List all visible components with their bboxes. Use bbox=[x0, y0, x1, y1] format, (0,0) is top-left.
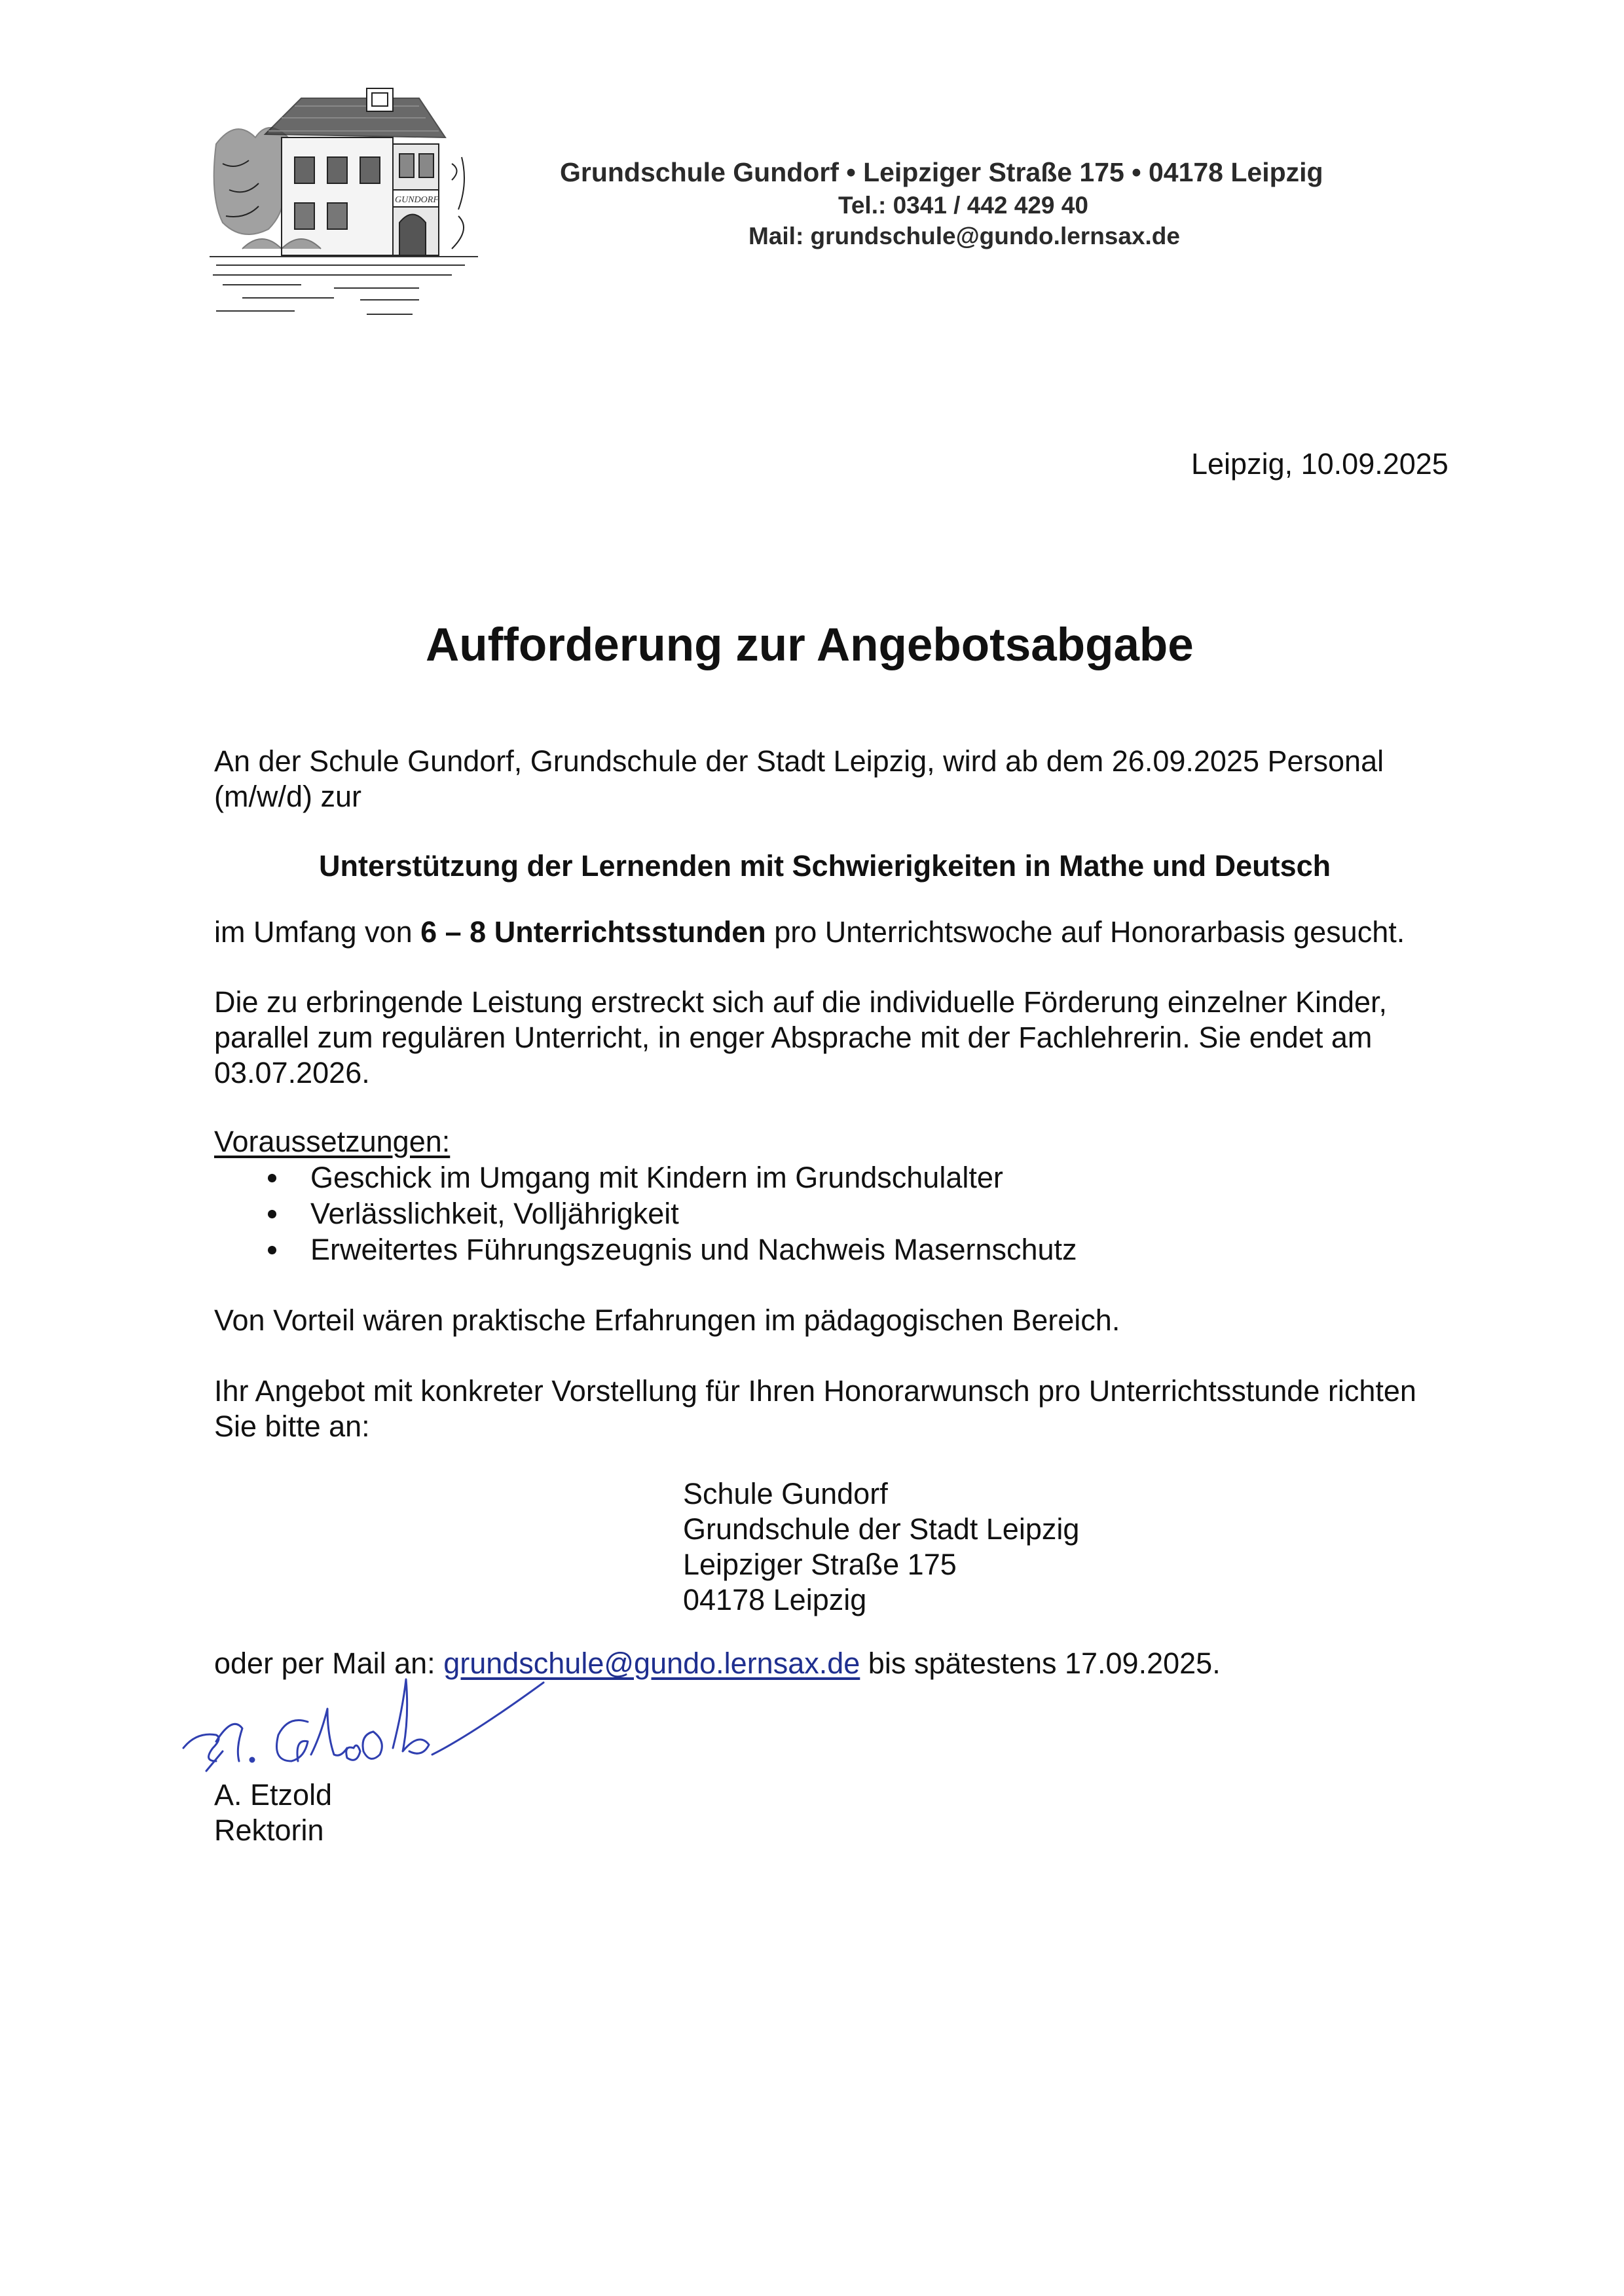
list-item bbox=[214, 1231, 1077, 1267]
requirement-text: Erweitertes Führungszeugnis und Nachweis Masernschutz bbox=[310, 1233, 1077, 1266]
email-link[interactable]: grundschule@gundo.lernsax.de bbox=[443, 1647, 860, 1680]
scope-suffix: pro Unterrichtswoche auf Honorarbasis gesucht. bbox=[766, 915, 1405, 949]
service-line-3: 03.07.2026. bbox=[214, 1056, 370, 1089]
bullet-icon bbox=[268, 1210, 276, 1218]
requirement-text: Geschick im Umgang mit Kindern im Grundschulalter bbox=[310, 1161, 1003, 1194]
requirements-list bbox=[214, 1159, 1077, 1267]
scope-hours: 6 – 8 Unterrichtsstunden bbox=[420, 915, 766, 949]
service-paragraph bbox=[214, 985, 1387, 1091]
address-line-4: 04178 Leipzig bbox=[683, 1583, 867, 1616]
requirements-heading: Voraussetzungen: bbox=[214, 1125, 451, 1158]
intro-line-2: (m/w/d) zur bbox=[214, 780, 361, 813]
scope-prefix: im Umfang von bbox=[214, 915, 421, 949]
handwritten-signature bbox=[177, 1676, 570, 1787]
mail-suffix: bis spätestens 17.09.2025. bbox=[860, 1647, 1221, 1680]
service-line-2: parallel zum regulären Unterricht, in enger Absprache mit der Fachlehrerin. Sie endet am bbox=[214, 1021, 1373, 1054]
offer-paragraph bbox=[214, 1374, 1416, 1444]
service-line-1: Die zu erbringende Leistung erstreckt sich auf die individuelle Förderung einzelner Kinder, bbox=[214, 985, 1388, 1019]
signatory-role: Rektorin bbox=[214, 1813, 324, 1847]
list-item bbox=[214, 1195, 1077, 1231]
bullet-icon bbox=[268, 1174, 276, 1182]
subject-heading: Unterstützung der Lernenden mit Schwierigkeiten in Mathe und Deutsch bbox=[319, 849, 1331, 883]
offer-line-1: Ihr Angebot mit konkreter Vorstellung für Ihren Honorarwunsch pro Unterrichtsstunde richten bbox=[214, 1374, 1416, 1408]
signature-drawing bbox=[177, 1676, 570, 1787]
address-line-1: Schule Gundorf bbox=[683, 1477, 888, 1510]
school-building-sketch bbox=[203, 85, 504, 340]
intro-line-1: An der Schule Gundorf, Grundschule der Stadt Leipzig, wird ab dem 26.09.2025 Personal bbox=[214, 744, 1384, 778]
school-building-logo bbox=[203, 85, 504, 340]
letterhead-mail: Mail: grundschule@gundo.lernsax.de bbox=[748, 223, 1180, 249]
scope-line bbox=[214, 915, 1405, 950]
address-line-3: Leipziger Straße 175 bbox=[683, 1548, 957, 1581]
recipient-address bbox=[683, 1476, 1079, 1618]
letterhead-phone: Tel.: 0341 / 442 429 40 bbox=[838, 192, 1088, 219]
logo-sign-text: GUNDORF bbox=[395, 195, 439, 205]
advantage-line: Von Vorteil wären praktische Erfahrungen im pädagogischen Bereich. bbox=[214, 1303, 1120, 1337]
signatory-name: A. Etzold bbox=[214, 1778, 333, 1812]
bullet-icon bbox=[268, 1246, 276, 1254]
intro-paragraph bbox=[214, 744, 1384, 814]
page-title: Aufforderung zur Angebotsabgabe bbox=[426, 619, 1194, 671]
signatory bbox=[214, 1777, 332, 1848]
requirements-section bbox=[214, 1124, 1077, 1267]
offer-line-2: Sie bitte an: bbox=[214, 1410, 370, 1443]
letterhead-address: Grundschule Gundorf • Leipziger Straße 175 • 04178 Leipzig bbox=[560, 157, 1323, 187]
address-line-2: Grundschule der Stadt Leipzig bbox=[683, 1512, 1080, 1546]
requirement-text: Verlässlichkeit, Volljährigkeit bbox=[310, 1197, 679, 1230]
date-line: Leipzig, 10.09.2025 bbox=[1191, 447, 1449, 481]
list-item bbox=[214, 1159, 1077, 1195]
mail-prefix: oder per Mail an: bbox=[214, 1647, 444, 1680]
